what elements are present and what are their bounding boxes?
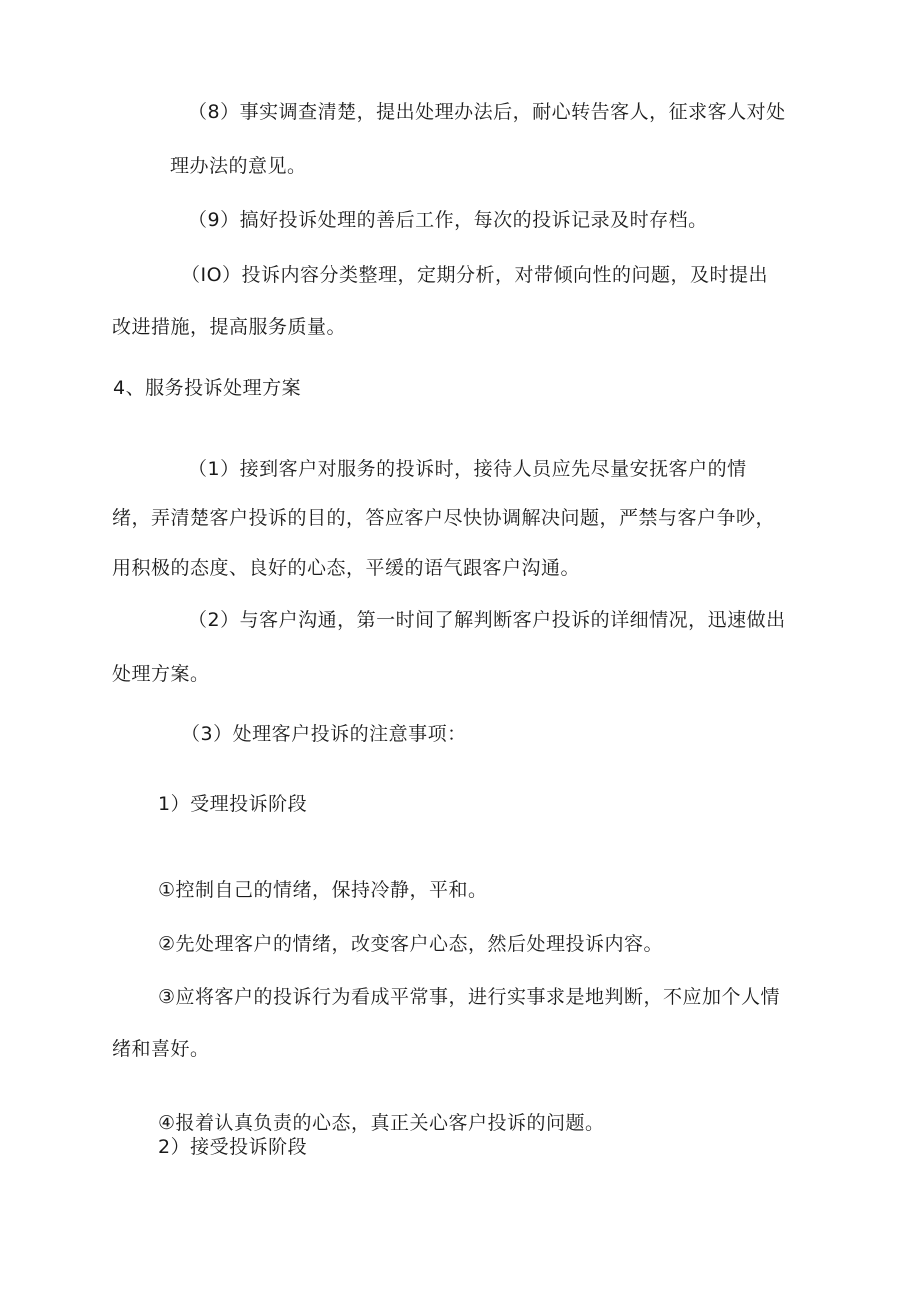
subheading-stage-1: 1）受理投诉阶段 xyxy=(158,793,308,815)
paragraph-item-10-line-1: （IO）投诉内容分类整理，定期分析，对带倾向性的问题，及时提出 xyxy=(181,264,769,286)
list-item-circled-3-line-2: 绪和喜好。 xyxy=(112,1038,210,1060)
paragraph-item-10-line-2: 改进措施，提高服务质量。 xyxy=(112,316,347,338)
paragraph-3: （3）处理客户投诉的注意事项： xyxy=(181,723,467,745)
paragraph-1-line-2: 绪，弄清楚客户投诉的目的，答应客户尽快协调解决问题，严禁与客户争吵， xyxy=(112,507,776,529)
subheading-stage-2: 2）接受投诉阶段 xyxy=(158,1136,308,1158)
paragraph-1-line-3: 用积极的态度、良好的心态，平缓的语气跟客户沟通。 xyxy=(112,557,581,579)
paragraph-item-9: （9）搞好投诉处理的善后工作，每次的投诉记录及时存档。 xyxy=(188,209,708,231)
section-heading-4: 4、服务投诉处理方案 xyxy=(113,377,302,399)
paragraph-2-line-1: （2）与客户沟通，第一时间了解判断客户投诉的详细情况，迅速做出 xyxy=(188,609,786,631)
paragraph-1-line-1: （1）接到客户对服务的投诉时，接待人员应先尽量安抚客户的情 xyxy=(188,458,747,480)
list-item-circled-1: ①控制自己的情绪，保持冷静，平和。 xyxy=(158,879,488,901)
paragraph-item-8-line-1: （8）事实调查清楚，提出处理办法后，耐心转告客人，征求客人对处 xyxy=(188,101,786,123)
paragraph-2-line-2: 处理方案。 xyxy=(112,663,210,685)
list-item-circled-4: ④报着认真负责的心态，真正关心客户投诉的问题。 xyxy=(158,1112,605,1134)
list-item-circled-2: ②先处理客户的情绪，改变客户心态，然后处理投诉内容。 xyxy=(158,933,664,955)
paragraph-item-8-line-2: 理办法的意见。 xyxy=(170,155,307,177)
list-item-circled-3-line-1: ③应将客户的投诉行为看成平常事，进行实事求是地判断，不应加个人情 xyxy=(158,986,781,1008)
